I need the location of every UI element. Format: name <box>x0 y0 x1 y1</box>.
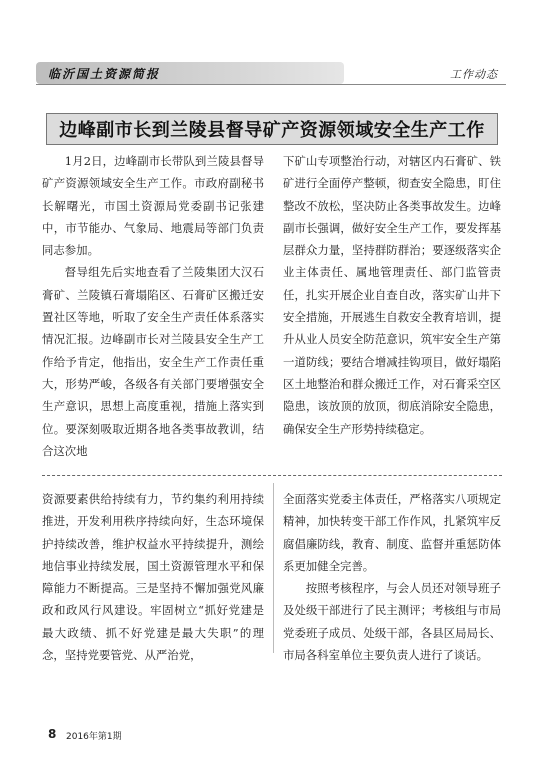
article-paragraph: 下矿山专项整治行动，对辖区内石膏矿、铁矿进行全面停产整顿，彻查安全隐患，盯住整改不放松，坚决防止各类事故发生。边峰副市长强调，做好安全生产工作，要发挥基层群众力量，坚持群防群治；要逐级落实企业主体责任、属地管理责任、部门监管责任，扎实开展企业自查自改，落实矿山井下安全措施，开展逃生自救安全教育培训，提升从业人员安全防范意识，筑牢安全生产第一道防线；要结合增减挂钩项目，做好塌陷区土地整治和群众搬迁工作，对石膏采空区隐患，该放顶的放顶，彻底消除安全隐患，确保安全生产形势持续稳定。 <box>283 154 501 436</box>
section-divider <box>42 475 502 476</box>
publication-title: 临沂国土资源简报 <box>48 67 161 81</box>
continuation-column-right <box>283 488 501 666</box>
article-title-banner <box>46 113 498 145</box>
article-column-right <box>283 150 501 440</box>
article-paragraph: 1月2日，边峰副市长带队到兰陵县督导矿产资源领域安全生产工作。市政府副秘书长解曙光，市国土资源局党委副书记张建中，市节能办、气象局、地震局等部门负责同志参加。 <box>42 154 264 258</box>
header-rule <box>36 84 506 85</box>
continuation-column-left <box>42 488 264 666</box>
article-title: 边峰副市长到兰陵县督导矿产资源领域安全生产工作 <box>59 120 485 141</box>
continuation-paragraph: 资源要素供给持续有力，节约集约利用持续推进，开发利用秩序持续向好，生态环境保护持续改善，维护权益水平持续提升，测绘地信事业持续发展，国土资源管理水平和保障能力不断提高。三是坚持不懈加强党风廉政和政风行风建设。牢固树立“抓好党建是最大政绩、抓不好党建是最大失职”的理念，坚持党要管党、从严治党， <box>42 492 264 663</box>
continuation-paragraph: 全面落实党委主体责任，严格落实八项规定精神，加快转变干部工作作风，扎紧筑牢反腐倡廉防线，教育、制度、监督并重惩防体系更加健全完善。 <box>283 492 501 573</box>
column-rule <box>273 483 274 653</box>
article-paragraph: 督导组先后实地查看了兰陵集团大汉石膏矿、兰陵镇石膏塌陷区、石膏矿区搬迁安置社区等地，听取了安全生产责任体系落实情况汇报。边峰副市长对兰陵县安全生产工作给予肯定，他指出，安全生产工作责任重大，形势严峻，各级各有关部门要增强安全生产意识，思想上高度重视，措施上落实到位。要深刻吸取近期各地各类事故教训，结合这次地 <box>42 265 264 458</box>
section-label: 工作动态 <box>450 68 498 81</box>
issue-label: 2016年第1期 <box>66 732 122 742</box>
continuation-paragraph: 按照考核程序，与会人员还对领导班子及处级干部进行了民主测评；考核组与市局党委班子成员、处级干部，各县区局局长、市局各科室单位主要负责人进行了谈话。 <box>283 581 501 663</box>
article-column-left <box>42 150 264 462</box>
page-number: 8 <box>48 727 57 741</box>
page-header <box>36 62 506 84</box>
